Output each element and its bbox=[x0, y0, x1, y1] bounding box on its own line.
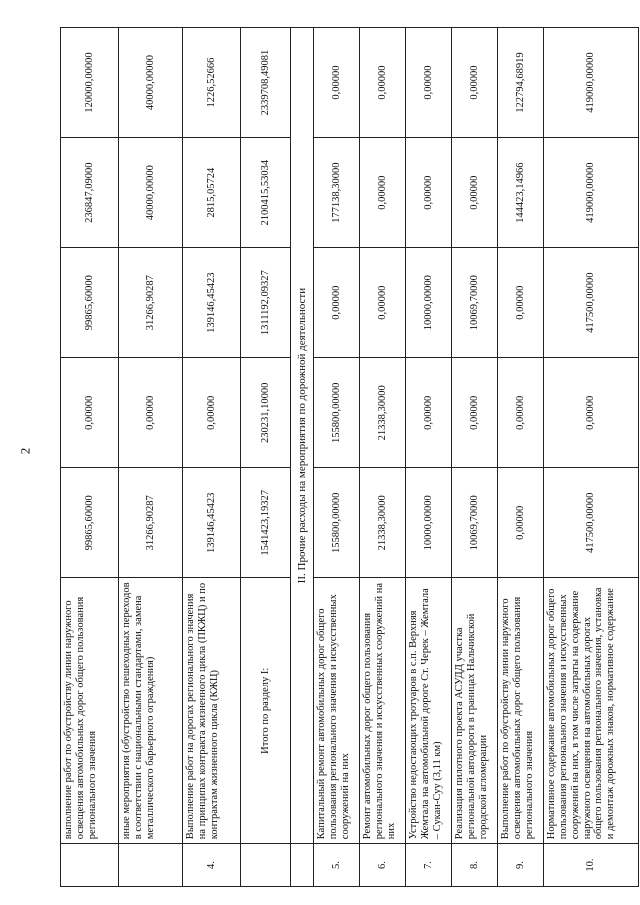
row-name: Итого по разделу I: bbox=[241, 578, 291, 844]
section-header-row bbox=[291, 28, 314, 887]
value-cell: 1311192,09327 bbox=[241, 248, 291, 358]
table-row bbox=[406, 28, 452, 887]
value-cell: 417500,00000 bbox=[544, 248, 639, 358]
row-number: 8. bbox=[452, 844, 498, 887]
value-cell: 40000,00000 bbox=[119, 28, 183, 138]
value-cell: 0,00000 bbox=[360, 138, 406, 248]
table-row bbox=[452, 28, 498, 887]
value-cell: 99865,60000 bbox=[61, 248, 119, 358]
value-cell: 122794,68919 bbox=[498, 28, 544, 138]
table-row bbox=[360, 28, 406, 887]
table-row bbox=[119, 28, 183, 887]
row-name: иные мероприятия (обустройство пешеходных переходов в соответствии с национальными стандартами, замена металлического барьерного ограждения) bbox=[119, 578, 183, 844]
row-number: 4. bbox=[183, 844, 241, 887]
value-cell: 0,00000 bbox=[360, 28, 406, 138]
value-cell: 2815,05724 bbox=[183, 138, 241, 248]
value-cell: 0,00000 bbox=[406, 28, 452, 138]
value-cell: 155800,00000 bbox=[314, 468, 360, 578]
value-cell: 155800,00000 bbox=[314, 358, 360, 468]
value-cell: 0,00000 bbox=[498, 248, 544, 358]
value-cell: 0,00000 bbox=[544, 358, 639, 468]
value-cell: 139146,45423 bbox=[183, 468, 241, 578]
value-cell: 0,00000 bbox=[452, 138, 498, 248]
value-cell: 1541423,19327 bbox=[241, 468, 291, 578]
table-row bbox=[498, 28, 544, 887]
row-name: выполнение работ по обустройству линии наружного освещения автомобильных дорог общего пользования регионального значения bbox=[61, 578, 119, 844]
value-cell: 419000,00000 bbox=[544, 138, 639, 248]
row-number: 7. bbox=[406, 844, 452, 887]
value-cell: 419000,00000 bbox=[544, 28, 639, 138]
value-cell: 120000,00000 bbox=[61, 28, 119, 138]
row-name: Нормативное содержание автомобильных дорог общего пользования регионального значения и искусственных сооружений на них, в том числе затраты на содержание наружного освещения на автомобильных дорогах общего пользования регионального значения, установка и демонтаж дорожных знаков, нормативное содержание bbox=[544, 578, 639, 844]
value-cell: 177138,30000 bbox=[314, 138, 360, 248]
row-name: Ремонт автомобильных дорог общего пользования регионального значения и искусственных сооружений на них bbox=[360, 578, 406, 844]
value-cell: 0,00000 bbox=[314, 248, 360, 358]
table-row bbox=[314, 28, 360, 887]
value-cell: 99865,60000 bbox=[61, 468, 119, 578]
budget-table bbox=[60, 27, 639, 887]
value-cell: 10069,70000 bbox=[452, 468, 498, 578]
value-cell: 21338,30000 bbox=[360, 358, 406, 468]
page-number: 2 bbox=[17, 447, 33, 455]
value-cell: 417500,00000 bbox=[544, 468, 639, 578]
section-title: II. Прочие расходы на мероприятия по дорожной деятельности bbox=[291, 28, 314, 844]
value-cell: 31266,90287 bbox=[119, 248, 183, 358]
value-cell: 139146,45423 bbox=[183, 248, 241, 358]
row-number: 9. bbox=[498, 844, 544, 887]
table-row bbox=[61, 28, 119, 887]
table-row bbox=[241, 28, 291, 887]
row-number: 6. bbox=[360, 844, 406, 887]
value-cell: 40000,00000 bbox=[119, 138, 183, 248]
row-name: Выполнение работ на дорогах регионального значения на принципах контракта жизненного цикла (ПКЖЦ) и по контрактам жизненного цикла (КЖЦ) bbox=[183, 578, 241, 844]
row-number bbox=[61, 844, 119, 887]
value-cell: 31266,90287 bbox=[119, 468, 183, 578]
value-cell: 0,00000 bbox=[452, 358, 498, 468]
value-cell: 0,00000 bbox=[314, 28, 360, 138]
row-number bbox=[119, 844, 183, 887]
value-cell: 0,00000 bbox=[498, 468, 544, 578]
value-cell: 10000,00000 bbox=[406, 468, 452, 578]
value-cell: 10069,70000 bbox=[452, 248, 498, 358]
value-cell: 0,00000 bbox=[406, 138, 452, 248]
budget-table-page bbox=[60, 27, 639, 887]
value-cell: 144423,14966 bbox=[498, 138, 544, 248]
value-cell: 2100415,53034 bbox=[241, 138, 291, 248]
row-number bbox=[241, 844, 291, 887]
value-cell: 230231,10000 bbox=[241, 358, 291, 468]
value-cell: 0,00000 bbox=[61, 358, 119, 468]
value-cell: 10000,00000 bbox=[406, 248, 452, 358]
table-row bbox=[183, 28, 241, 887]
value-cell: 0,00000 bbox=[406, 358, 452, 468]
value-cell: 0,00000 bbox=[119, 358, 183, 468]
row-name: Реализация пилотного проекта АСУДД участка региональной автодороги в границах Нальчикской городской агломерации bbox=[452, 578, 498, 844]
value-cell: 0,00000 bbox=[498, 358, 544, 468]
value-cell: 236847,09000 bbox=[61, 138, 119, 248]
value-cell: 0,00000 bbox=[452, 28, 498, 138]
row-name: Устройство недостающих тротуаров в с.п. Верхняя Жемтала на автомобильной дороге Ст. Черек – Жемтала – Сукан-Суу (3,11 км) bbox=[406, 578, 452, 844]
row-name: Капитальный ремонт автомобильных дорог общего пользования регионального значения и искусственных сооружений на них bbox=[314, 578, 360, 844]
row-number: 5. bbox=[314, 844, 360, 887]
table-row bbox=[544, 28, 639, 887]
row-name: Выполнение работ по обустройству линии наружного освещения автомобильных дорог общего пользования регионального значения bbox=[498, 578, 544, 844]
value-cell: 21338,30000 bbox=[360, 468, 406, 578]
value-cell: 2339708,49081 bbox=[241, 28, 291, 138]
value-cell: 0,00000 bbox=[360, 248, 406, 358]
value-cell: 0,00000 bbox=[183, 358, 241, 468]
row-number: 10. bbox=[544, 844, 639, 887]
value-cell: 1226,52666 bbox=[183, 28, 241, 138]
